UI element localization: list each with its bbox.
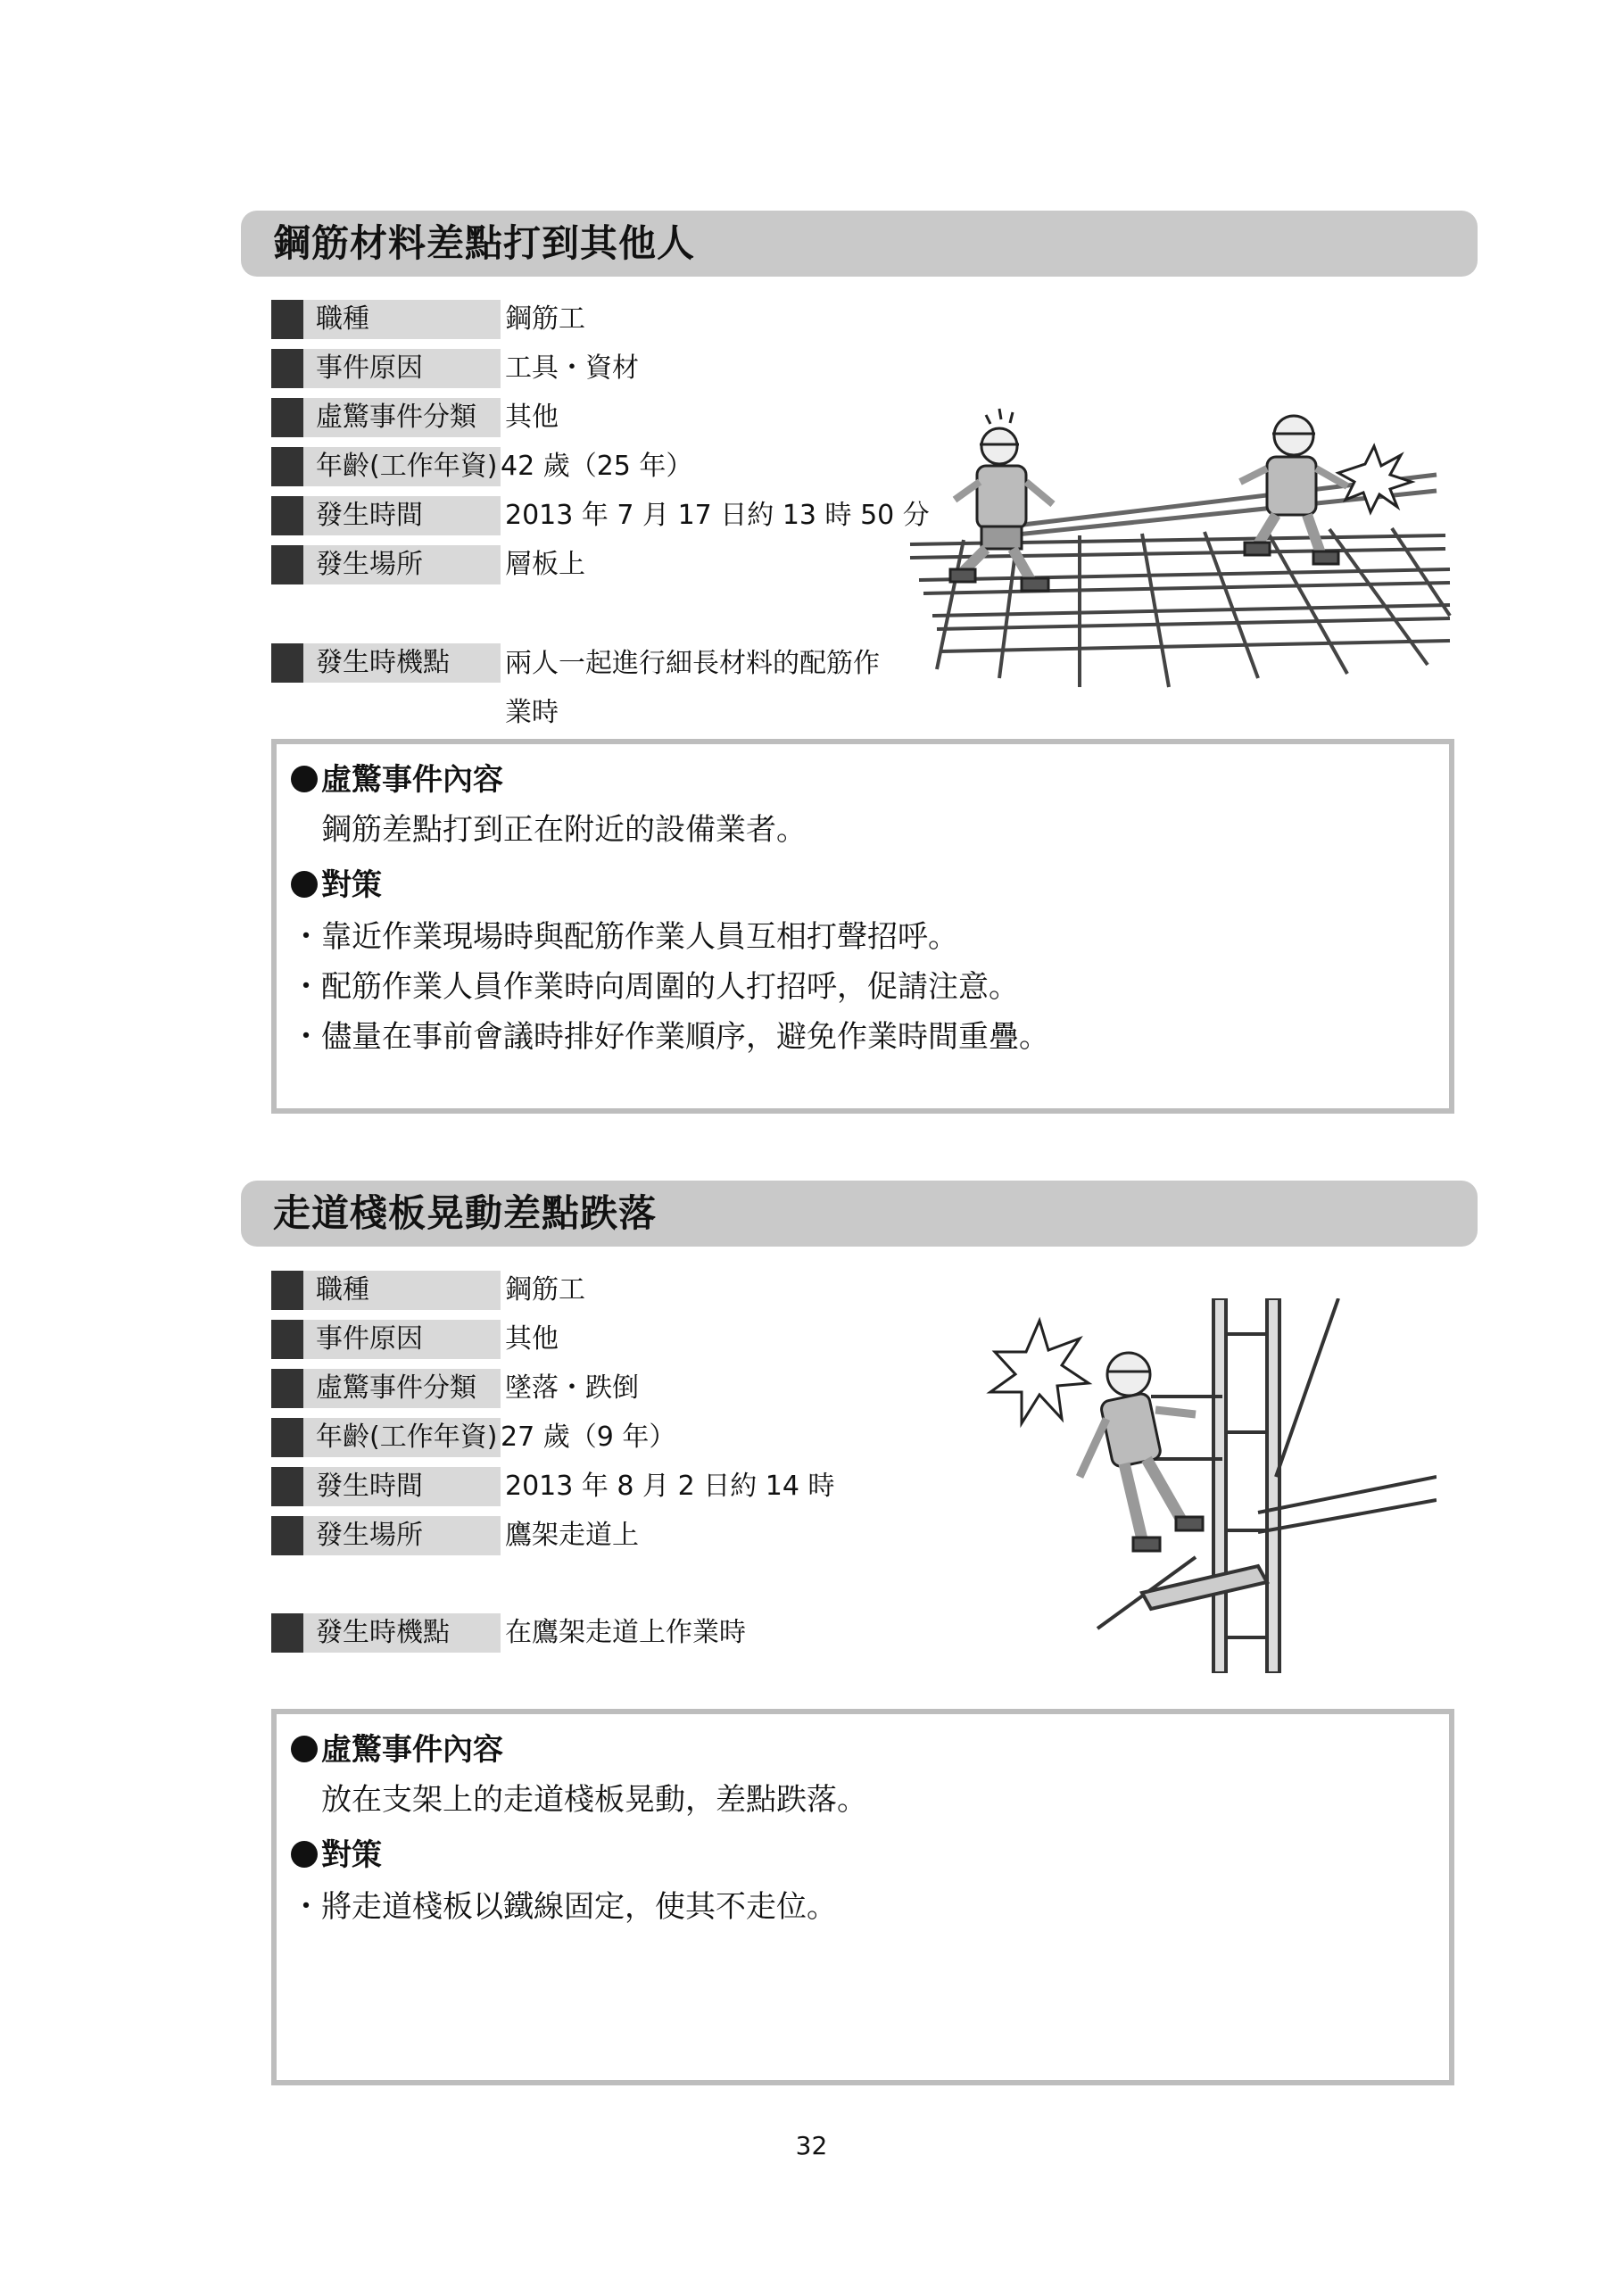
page-number: 32 <box>795 2131 828 2160</box>
row-value: 42 歲（25 年） <box>501 451 693 482</box>
row-marker <box>271 349 303 388</box>
content-heading: 虛驚事件內容 <box>291 1725 503 1769</box>
section-2-content-box <box>271 1709 1454 2085</box>
row-label: 事件原因 <box>303 349 501 388</box>
measure-item: ・配筋作業人員作業時向周圍的人打招呼，促請注意。 <box>291 969 1019 1005</box>
row-value: 兩人一起進行細長材料的配筋作業時 <box>505 648 880 728</box>
row-value: 鋼筋工 <box>505 1274 585 1305</box>
row-marker <box>271 398 303 437</box>
row-label: 發生時機點 <box>303 643 501 683</box>
content-heading: 虛驚事件內容 <box>291 755 503 799</box>
row-label: 發生時機點 <box>303 1613 501 1653</box>
row-value: 層板上 <box>505 549 585 580</box>
row-label: 虛驚事件分類 <box>303 1369 501 1408</box>
bullet-dot-icon <box>291 1841 318 1868</box>
bullet-dot-icon <box>291 766 318 792</box>
section-1-content-box <box>271 739 1454 1114</box>
row-marker <box>271 643 303 683</box>
row-marker <box>271 1613 303 1653</box>
section-1-title: 鋼筋材料差點打到其他人 <box>241 211 1478 277</box>
row-marker <box>271 1516 303 1555</box>
measure-item: ・儘量在事前會議時排好作業順序，避免作業時間重疊。 <box>291 1019 1049 1055</box>
row-value: 鋼筋工 <box>505 303 585 335</box>
row-label: 職種 <box>303 300 501 339</box>
row-label: 發生時間 <box>303 496 501 535</box>
row-value: 墜落・跌倒 <box>505 1372 639 1404</box>
row-label: 發生場所 <box>303 1516 501 1555</box>
row-label: 年齡(工作年資) <box>303 447 501 486</box>
content-text: 鋼筋差點打到正在附近的設備業者。 <box>321 812 807 848</box>
row-value: 在鷹架走道上作業時 <box>505 1617 746 1648</box>
measures-heading: 對策 <box>291 1830 382 1874</box>
row-label: 職種 <box>303 1271 501 1310</box>
row-marker <box>271 300 303 339</box>
row-label: 年齡(工作年資) <box>303 1418 501 1457</box>
row-marker <box>271 1271 303 1310</box>
bullet-dot-icon <box>291 1736 318 1762</box>
row-label: 發生時間 <box>303 1467 501 1506</box>
row-value: 其他 <box>505 402 559 433</box>
row-marker <box>271 1467 303 1506</box>
row-marker <box>271 447 303 486</box>
row-label: 發生場所 <box>303 545 501 584</box>
section-2-title: 走道棧板晃動差點跌落 <box>241 1181 1478 1247</box>
row-value: 2013 年 7 月 17 日約 13 時 50 分 <box>505 500 930 531</box>
row-value: 27 歲（9 年） <box>501 1422 676 1453</box>
row-marker <box>271 1418 303 1457</box>
row-marker <box>271 496 303 535</box>
row-value: 2013 年 8 月 2 日約 14 時 <box>505 1471 835 1502</box>
row-label: 虛驚事件分類 <box>303 398 501 437</box>
row-label: 事件原因 <box>303 1320 501 1359</box>
row-value: 鷹架走道上 <box>505 1520 639 1551</box>
content-text: 放在支架上的走道棧板晃動，差點跌落。 <box>321 1782 867 1818</box>
row-value: 工具・資材 <box>505 352 639 384</box>
row-value: 其他 <box>505 1323 559 1355</box>
measures-heading: 對策 <box>291 860 382 904</box>
scaffold-fall-illustration <box>973 1298 1437 1673</box>
row-marker <box>271 1369 303 1408</box>
row-marker <box>271 545 303 584</box>
row-marker <box>271 1320 303 1359</box>
measure-item: ・靠近作業現場時與配筋作業人員互相打聲招呼。 <box>291 919 958 955</box>
bullet-dot-icon <box>291 871 318 898</box>
rebar-accident-illustration <box>901 402 1454 696</box>
measure-item: ・將走道棧板以鐵線固定，使其不走位。 <box>291 1889 837 1925</box>
